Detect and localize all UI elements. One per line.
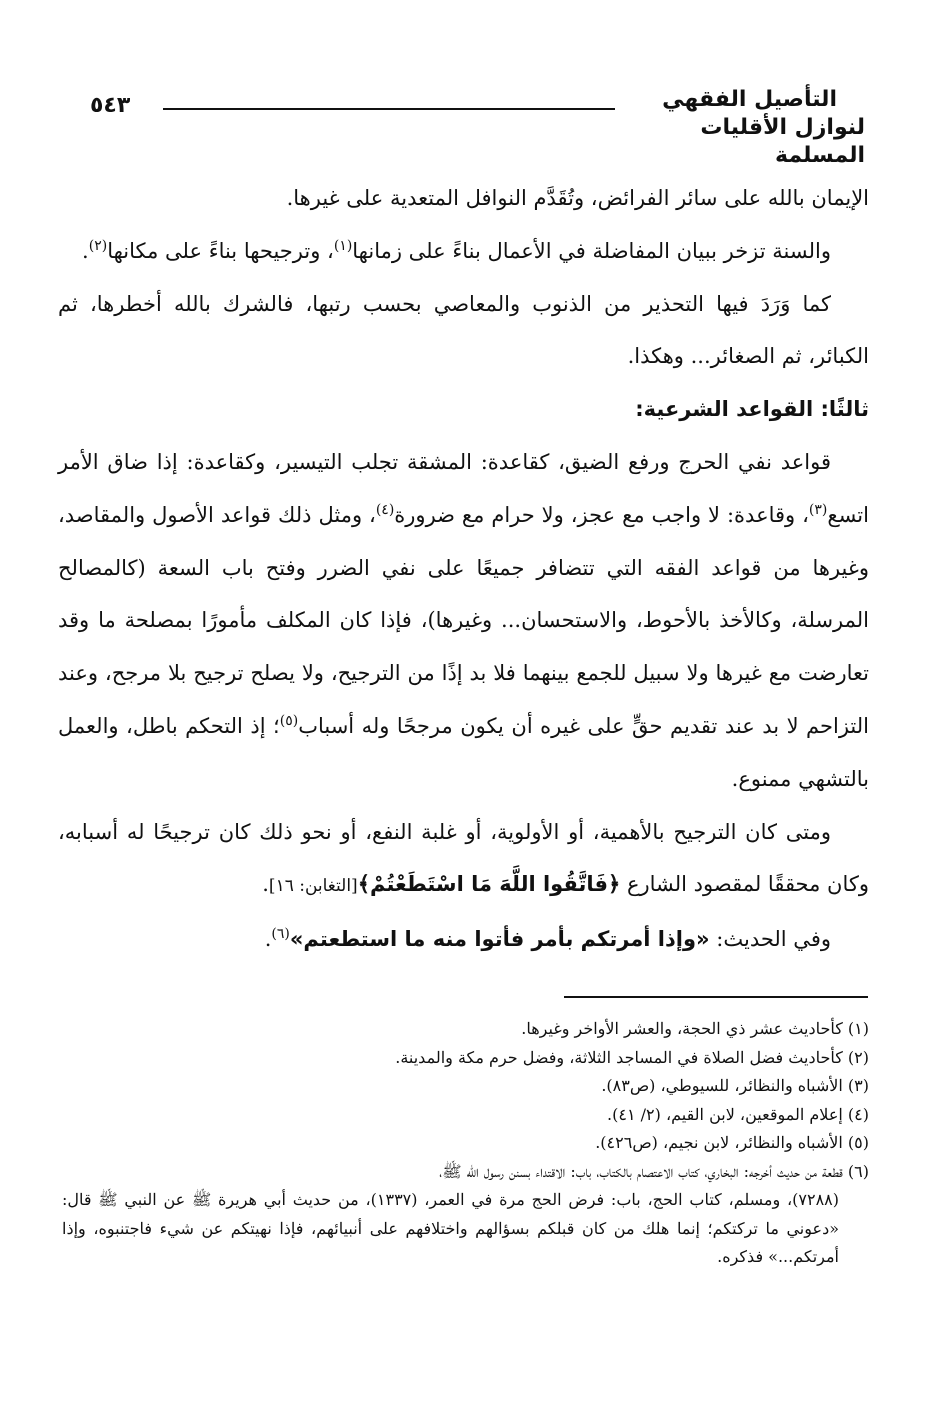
- paragraph-2-text-c: .: [82, 238, 89, 263]
- footnote-3: (٣) الأشباه والنظائر، للسيوطي، (ص٨٣).: [601, 1076, 869, 1095]
- paragraph-2: [58, 225, 869, 278]
- header-rule: [163, 108, 615, 110]
- main-text: [58, 172, 869, 966]
- paragraph-1: الإيمان بالله على سائر الفرائض، وتُقَدَّم النوافل المتعدية على غيرها.: [286, 186, 869, 210]
- footnotes: [62, 1015, 869, 1272]
- footnote-ref-4[interactable]: (٤): [375, 501, 395, 518]
- running-header-title: [605, 86, 865, 170]
- footnote-ref-2[interactable]: (٢): [88, 237, 108, 254]
- paragraph-4-text-a: قواعد نفي الحرج ورفع الضيق، كقاعدة: المشقة تجلب التيسير، وكقاعدة: إذا ضاق الأمر اتسع: [58, 449, 869, 527]
- paragraph-4-text-d: ؛ إذ التحكم باطل، والعمل بالتشهي ممنوع.: [58, 713, 869, 791]
- paragraph-2-text-a: والسنة تزخر ببيان المفاضلة في الأعمال بناءً على زمانها: [352, 238, 831, 263]
- header-title-line1: التأصيل الفقهي: [662, 87, 837, 112]
- footnote-6-line1: (٦) قطعة من حديث أخرجه: البخاري، كتاب الاعتصام بالكتاب، باب: الاقتداء بسنن رسول الله ﷺ،: [439, 1161, 869, 1181]
- paragraph-4-text-b: ، وقاعدة: لا واجب مع عجز، ولا حرام مع ضرورة: [394, 502, 809, 527]
- paragraph-6: [58, 913, 869, 966]
- page-number: ٥٤٣: [90, 93, 131, 118]
- quran-verse: ﴿فَاتَّقُوا اللَّهَ مَا اسْتَطَعْتُمْ﴾: [357, 872, 621, 897]
- header-title-line2: لنوازل الأقليات المسلمة: [700, 115, 865, 168]
- paragraph-6-text-a: وفي الحديث:: [709, 927, 831, 952]
- paragraph-5-text-b: .: [262, 872, 269, 897]
- section-heading: ثالثًا: القواعد الشرعية:: [635, 397, 869, 422]
- paragraph-5-text-a: ومتى كان الترجيح بالأهمية، أو الأولوية، أو غلبة النفع، أو نحو ذلك كان ترجيحًا له أسبابه، وكان محققًا لمقصود الشارع: [58, 819, 869, 897]
- quran-reference: [التغابن: ١٦]: [268, 876, 358, 897]
- footnote-2: (٢) كأحاديث فضل الصلاة في المساجد الثلاثة، وفضل حرم مكة والمدينة.: [395, 1047, 869, 1067]
- footnote-ref-6[interactable]: (٦): [271, 926, 290, 943]
- footnote-5: (٥) الأشباه والنظائر، لابن نجيم، (ص٤٢٦).: [595, 1133, 869, 1152]
- footnote-separator: [564, 996, 868, 998]
- paragraph-4-text-c: ، ومثل ذلك قواعد الأصول والمقاصد، وغيرها من قواعد الفقه التي تتضافر جميعًا على نفي الضرر وفتح باب السعة (كالمصالح المرسلة، وكالأخذ بالأحوط، والاستحسان... وغيرها)، فإذا كان المكلف مأمورًا بمصلحة ما وقد تعارضت مع غيرها ولا سبيل للجمع بينهما فلا بد إذًا من الترجيح، ولا يصلح ترجيح بلا مرجح، وعند التزاحم لا بد عند تقديم حقٍّ على غيره أن يكون مرجحًا وله أسباب: [58, 502, 869, 738]
- footnote-6-continuation: (٧٢٨٨)، ومسلم، كتاب الحج، باب: فرض الحج مرة في العمر، (١٣٣٧)، من حديث أبي هريرة ﷺ عن النبي ﷺ قال: «دعوني ما تركتكم؛ إنما هلك من كان قبلكم بسؤالهم واختلافهم على أنبيائهم، فإذا نهيتكم عن شيء فاجتنبوه، وإذا أمرتكم...» فذكره.: [62, 1190, 840, 1266]
- footnote-1: (١) كأحاديث عشر ذي الحجة، والعشر الأواخر وغيرها.: [521, 1019, 869, 1038]
- paragraph-5: [58, 806, 869, 914]
- footnote-ref-1[interactable]: (١): [333, 237, 353, 254]
- paragraph-2-text-b: ، وترجيحها بناءً على مكانها: [107, 238, 334, 263]
- footnote-4: (٤) إعلام الموقعين، لابن القيم، (٢/ ٤١).: [607, 1104, 869, 1124]
- footnote-ref-3[interactable]: (٣): [808, 501, 828, 518]
- hadith-quote: «وإذا أمرتكم بأمر فأتوا منه ما استطعتم»: [289, 927, 710, 952]
- paragraph-3: كما وَرَدَ فيها التحذير من الذنوب والمعاصي بحسب رتبها، فالشرك بالله أخطرها، ثم الكبائر، ثم الصغائر... وهكذا.: [58, 291, 869, 369]
- paragraph-4: [58, 436, 869, 806]
- paragraph-6-text-b: .: [264, 927, 272, 952]
- footnote-ref-5[interactable]: (٥): [279, 712, 299, 729]
